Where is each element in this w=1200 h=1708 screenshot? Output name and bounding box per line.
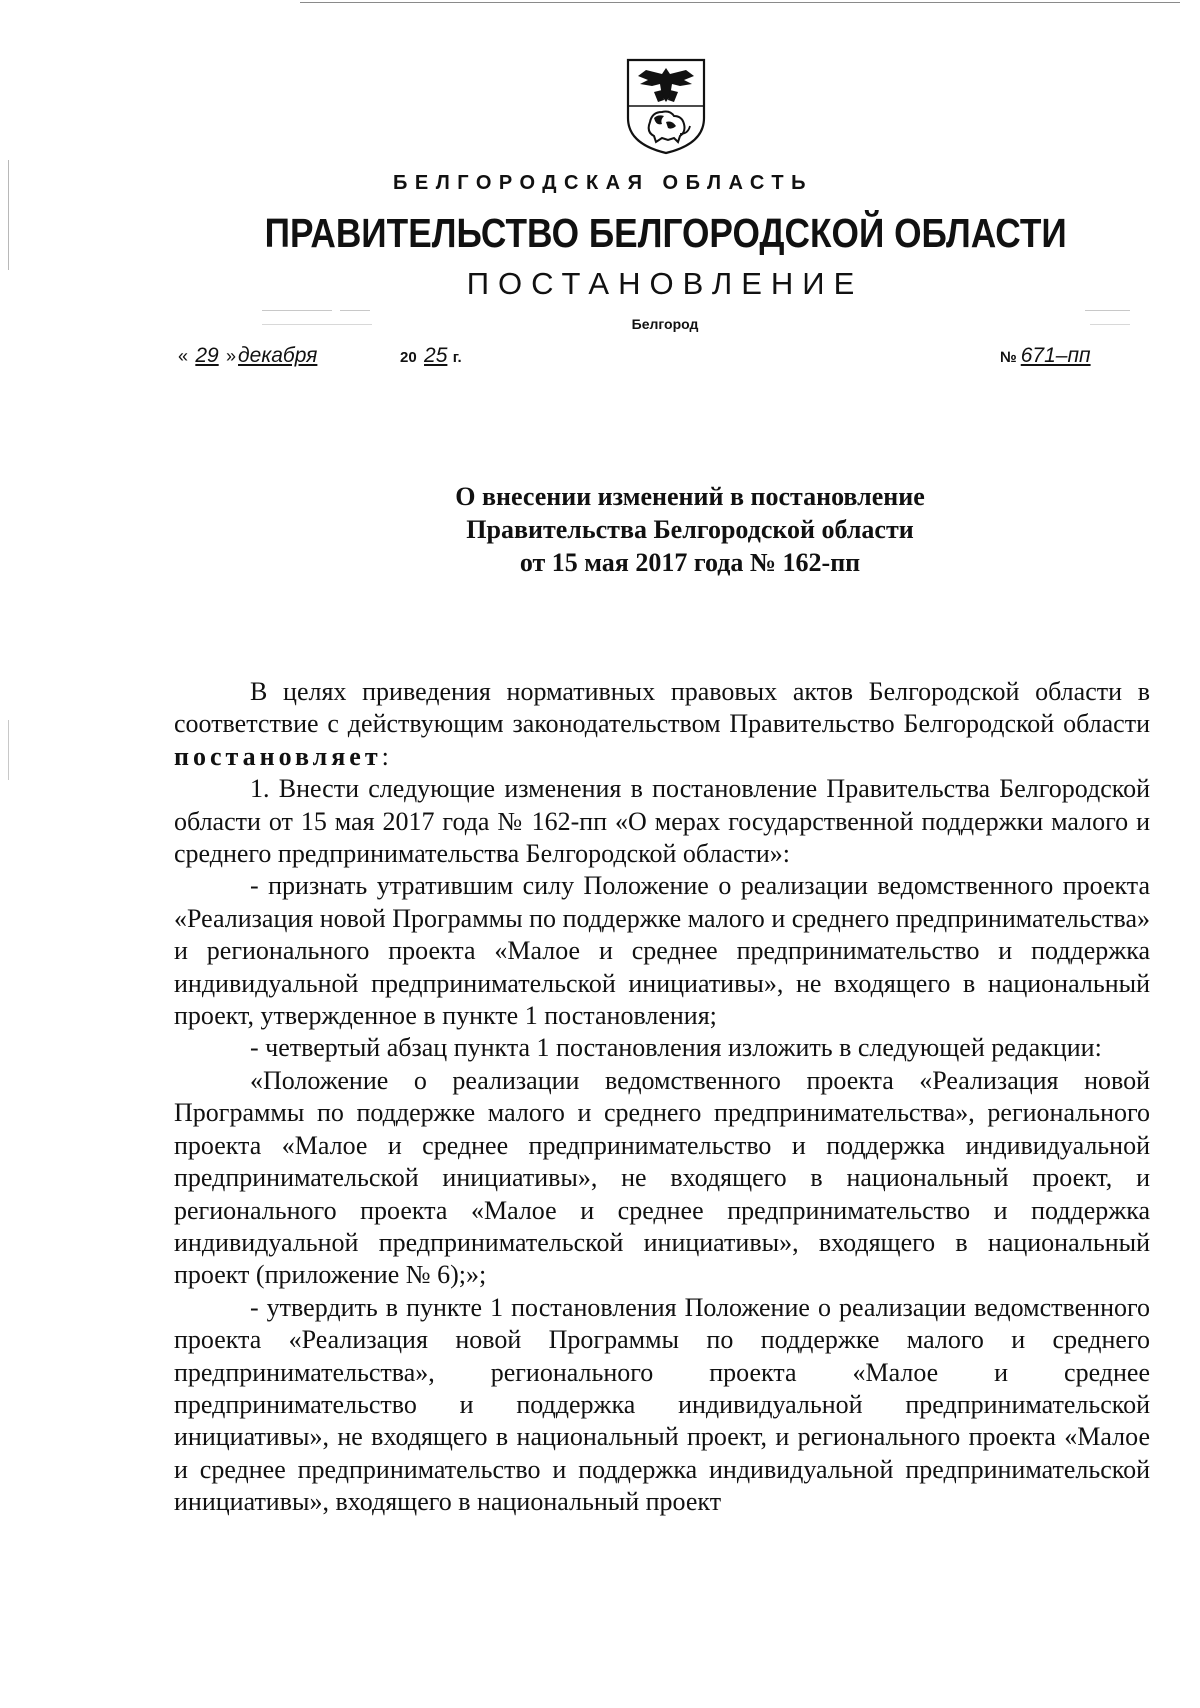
decree-title bbox=[390, 480, 990, 579]
decree-date bbox=[178, 344, 462, 368]
item-1-paragraph: 1. Внести следующие изменения в постановление Правительства Белгородской области от 15 мая 2017 года № 162-пп «О мерах государственной поддержки малого и среднего предпринимательства Белгородской области»: bbox=[174, 774, 1150, 869]
preamble-text: В целях приведения нормативных правовых актов Белгородской области в соответствие с действующим законодательством Правительство Белгородской области bbox=[174, 677, 1150, 739]
date-month: декабря bbox=[238, 344, 318, 367]
faint-mark bbox=[340, 310, 370, 311]
scan-edge-left-lower bbox=[8, 720, 9, 780]
faint-mark bbox=[1085, 310, 1130, 311]
date-century: 20 bbox=[400, 349, 417, 366]
date-year: 25 bbox=[424, 344, 448, 367]
preamble-paragraph bbox=[174, 676, 1150, 773]
date-open-quote: « bbox=[178, 346, 189, 366]
dash-item-3: - утвердить в пункте 1 постановления Положение о реализации ведомственного проекта «Реализация новой Программы по поддержке малого и среднего предпринимательства», регионального проекта «Малое и среднее предпринимательство и поддержка индивидуальной предпринимательской инициативы», не входящего в национальный проект, и регионального проекта «Малое и среднее предпринимательство и поддержка индивидуальной предпринимательской инициативы», входящего в национальный проект bbox=[174, 1292, 1150, 1517]
dash-item-1: - признать утратившим силу Положение о реализации ведомственного проекта «Реализация новой Программы по поддержке малого и среднего предпринимательства» и регионального проекта «Малое и среднее предпринимательство и поддержка индивидуальной предпринимательской инициативы», не входящего в национальный проект, утвержденное в пункте 1 постановления; bbox=[174, 871, 1150, 1031]
date-close-quote: » bbox=[226, 346, 237, 366]
decree-body bbox=[174, 676, 1150, 1519]
quoted-text-paragraph: «Положение о реализации ведомственного проекта «Реализация новой Программы по поддержке малого и среднего предпринимательства», регионального проекта «Малое и среднее предпринимательство и поддержка индивидуальной предпринимательской инициативы», не входящего в национальный проект, и регионального проекта «Малое и среднее предпринимательство и поддержка индивидуальной предпринимательской инициативы», входящего в национальный проект (приложение № 6);»; bbox=[174, 1065, 1150, 1290]
faint-mark bbox=[262, 310, 332, 311]
number-prefix: № bbox=[1000, 349, 1017, 366]
document-type: ПОСТАНОВЛЕНИЕ bbox=[466, 266, 864, 301]
city-name: Белгород bbox=[631, 316, 699, 332]
decree-number bbox=[1000, 344, 1091, 368]
coat-of-arms-emblem bbox=[624, 56, 708, 156]
number-value: 671–пп bbox=[1020, 344, 1091, 367]
scan-edge-top bbox=[300, 2, 1180, 3]
title-line: Правительства Белгородской области bbox=[466, 515, 914, 544]
date-year-suffix: г. bbox=[452, 349, 462, 366]
title-line: от 15 мая 2017 года № 162-пп bbox=[519, 548, 861, 577]
title-line: О внесении изменений в постановление bbox=[455, 482, 925, 511]
government-name: ПРАВИТЕЛЬСТВО БЕЛГОРОДСКОЙ ОБЛАСТИ bbox=[264, 210, 1067, 256]
region-name: БЕЛГОРОДСКАЯ ОБЛАСТЬ bbox=[393, 172, 813, 194]
dash-item-2: - четвертый абзац пункта 1 постановления изложить в следующей редакции: bbox=[250, 1033, 1102, 1063]
date-day: 29 bbox=[195, 344, 219, 367]
resolves-word: постановляет bbox=[174, 741, 382, 771]
resolves-colon: : bbox=[381, 741, 389, 771]
